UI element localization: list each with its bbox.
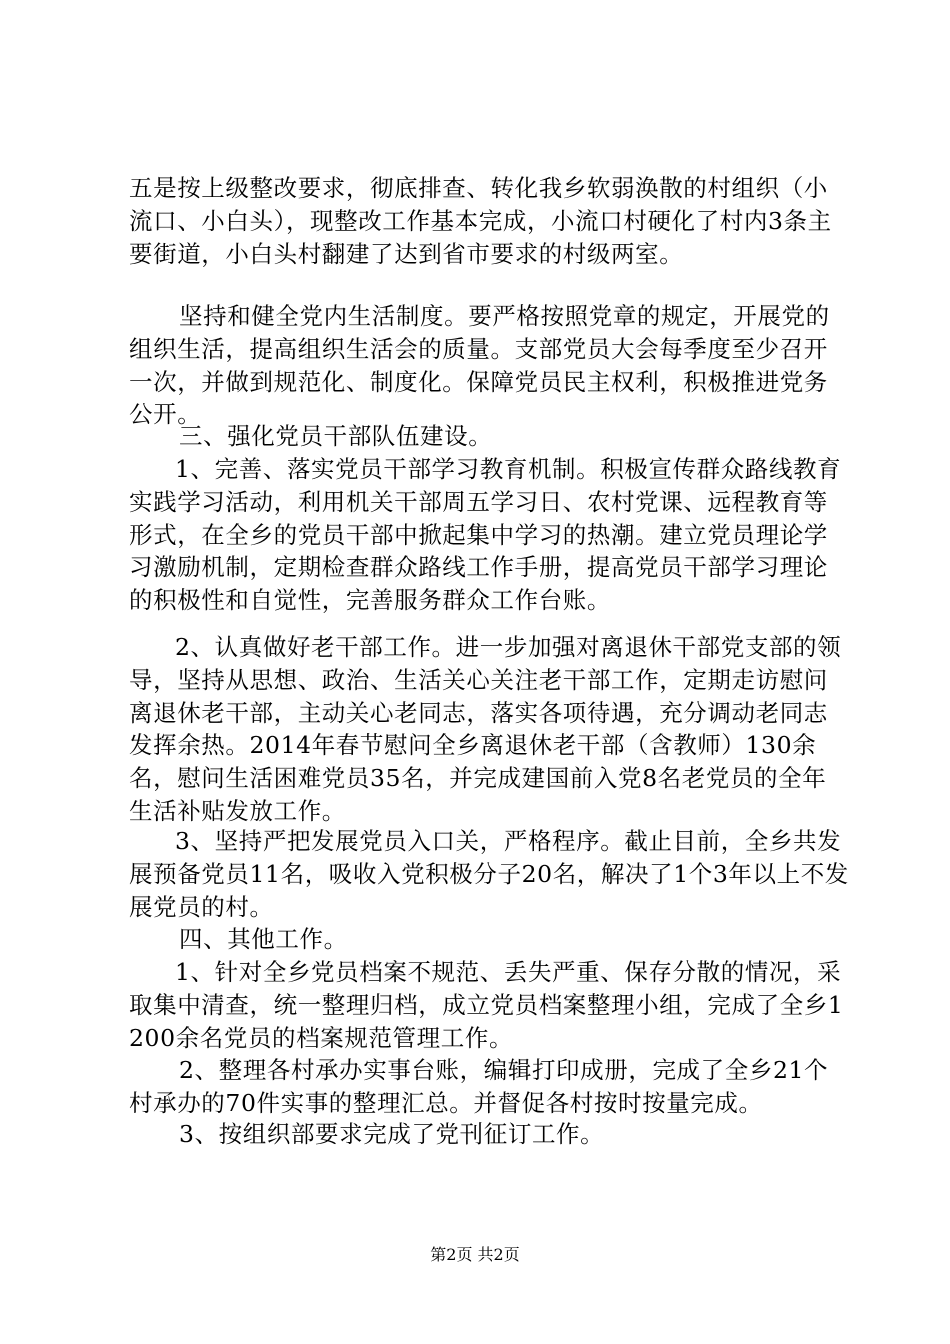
paragraph-rectification: 五是按上级整改要求，彻底排查、转化我乡软弱涣散的村组织（小流口、小白头），现整改工作基本完成，小流口村硬化了村内3条主要街道，小白头村翻建了达到省市要求的村级两室。 — [129, 174, 832, 268]
paragraph-journal-subscription: 3、按组织部要求完成了党刊征订工作。 — [179, 1120, 605, 1148]
paragraph-member-development: 3、坚持严把发展党员入口关，严格程序。截止目前，全乡共发展预备党员11名，吸收入党积极分子20名，解决了1个3年以上不发展党员的村。 — [129, 827, 849, 921]
paragraph-veteran-cadres: 2、认真做好老干部工作。进一步加强对离退休干部党支部的领导，坚持从思想、政治、生活关心关注老干部工作，定期走访慰问离退休老干部，主动关心老同志，落实各项待遇，充分调动老同志发挥余热。2014年春节慰问全乡离退休老干部（含教师）130余名，慰问生活困难党员35名，并完成建国前入党8名老党员的全年生活补贴发放工作。 — [129, 633, 842, 825]
paragraph-affairs-ledger: 2、整理各村承办实事台账，编辑打印成册，完成了全乡21个村承办的70件实事的整理汇总。并督促各村按时按量完成。 — [129, 1056, 829, 1117]
page-footer: 第2页 共2页 — [430, 1245, 520, 1264]
paragraph-archives: 1、针对全乡党员档案不规范、丢失严重、保存分散的情况，采取集中清查，统一整理归档，成立党员档案整理小组，完成了全乡1200余名党员的档案规范管理工作。 — [129, 958, 844, 1052]
heading-section-three: 三、强化党员干部队伍建设。 — [179, 422, 493, 450]
paragraph-study-mechanism: 1、完善、落实党员干部学习教育机制。积极宣传群众路线教育实践学习活动，利用机关干部周五学习日、农村党课、远程教育等形式，在全乡的党员干部中掀起集中学习的热潮。建立党员理论学习激励机制，定期检查群众路线工作手册，提高党员干部学习理论的积极性和自觉性，完善服务群众工作台账。 — [129, 455, 842, 615]
heading-section-four: 四、其他工作。 — [179, 925, 348, 953]
paragraph-party-life: 坚持和健全党内生活制度。要严格按照党章的规定，开展党的组织生活，提高组织生活会的质量。支部党员大会每季度至少召开一次，并做到规范化、制度化。保障党员民主权利，积极推进党务公开。 — [129, 302, 830, 429]
